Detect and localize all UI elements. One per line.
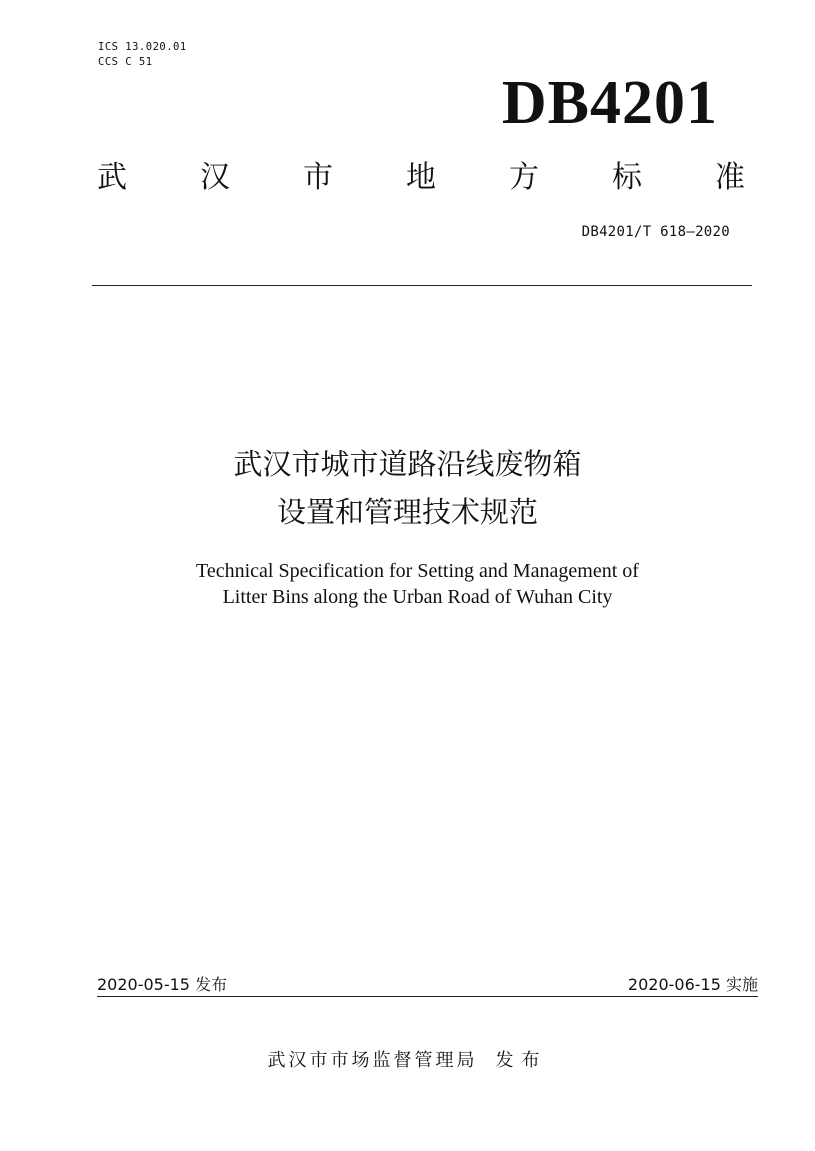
standard-type-char: 武 — [97, 160, 127, 195]
standard-type-char: 市 — [303, 160, 333, 195]
standard-type-char: 地 — [406, 160, 436, 195]
ics-code: ICS 13.020.01 — [98, 41, 187, 53]
standard-code: DB4201 — [501, 69, 718, 137]
header-divider — [92, 285, 752, 286]
english-title — [0, 558, 815, 610]
issue-date: 2020-05-15 发布 — [97, 975, 228, 994]
standard-number: DB4201/T 618—2020 — [581, 224, 730, 240]
implementation-date: 2020-06-15 实施 — [627, 975, 758, 994]
classification-codes — [98, 40, 187, 70]
publisher-line — [0, 1048, 815, 1074]
standard-type-char: 汉 — [200, 160, 230, 195]
publisher-name: 武汉市市场监督管理局 — [267, 1050, 478, 1071]
standard-type — [97, 156, 745, 200]
chinese-title — [0, 440, 815, 536]
english-title-line: Litter Bins along the Urban Road of Wuhan City — [222, 586, 613, 608]
chinese-title-line: 武汉市城市道路沿线废物箱 — [233, 447, 582, 481]
chinese-title-line: 设置和管理技术规范 — [276, 495, 538, 529]
footer-divider — [97, 996, 758, 997]
publish-action: 发布 — [495, 1050, 548, 1071]
standard-type-char: 标 — [612, 160, 642, 195]
standard-type-char: 准 — [715, 160, 745, 195]
standard-type-char: 方 — [509, 160, 539, 195]
ccs-code: CCS C 51 — [98, 56, 153, 68]
english-title-line: Technical Specification for Setting and Management of — [196, 560, 639, 582]
